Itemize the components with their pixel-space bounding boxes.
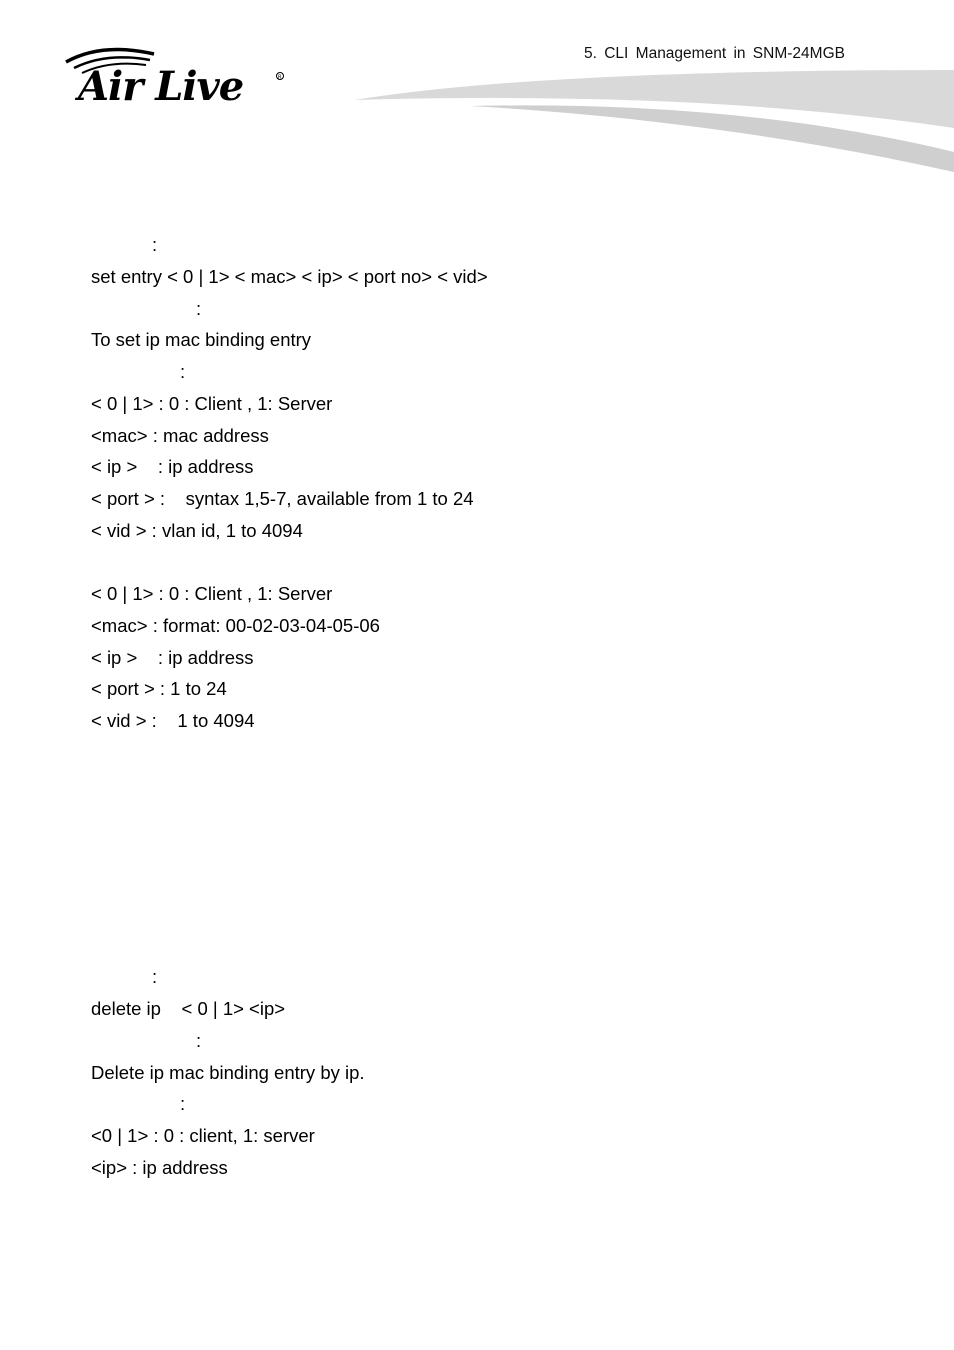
delete-ip-description: Delete ip mac binding entry by ip.: [91, 1062, 365, 1083]
possible-value-line: < 0 | 1> : 0 : Client , 1: Server: [91, 583, 333, 604]
argument-line: < port > : syntax 1,5-7, available from 1 to 24: [91, 488, 474, 509]
argument-line: < ip > : ip address: [91, 456, 254, 477]
svg-text:R: R: [278, 74, 282, 81]
possible-value-line: < vid > : 1 to 4094: [91, 710, 255, 731]
description-label-colon: :: [196, 1030, 202, 1051]
argument-line: < 0 | 1> : 0 : Client , 1: Server: [91, 393, 333, 414]
possible-value-line: < port > : 1 to 24: [91, 678, 227, 699]
argument-label-colon: :: [180, 361, 186, 382]
argument-line: <0 | 1> : 0 : client, 1: server: [91, 1125, 315, 1146]
argument-line: < vid > : vlan id, 1 to 4094: [91, 520, 303, 541]
description-label-colon: :: [196, 298, 202, 319]
svg-text:Air Live: Air Live: [78, 63, 244, 110]
possible-value-line: <mac> : format: 00-02-03-04-05-06: [91, 615, 380, 636]
syntax-label-colon: :: [152, 234, 158, 255]
argument-line: <ip> : ip address: [91, 1157, 228, 1178]
chapter-title: 5. CLI Management in SNM-24MGB: [584, 45, 845, 62]
possible-value-line: < ip > : ip address: [91, 647, 254, 668]
delete-ip-syntax: delete ip < 0 | 1> <ip>: [91, 998, 286, 1019]
set-entry-syntax: set entry < 0 | 1> < mac> < ip> < port no> < vid>: [91, 266, 488, 287]
set-entry-description: To set ip mac binding entry: [91, 329, 312, 350]
header-swoosh-graphic: [340, 60, 954, 180]
airlive-logo: [62, 40, 292, 110]
syntax-label-colon: :: [152, 966, 158, 987]
argument-label-colon: :: [180, 1093, 186, 1114]
argument-line: <mac> : mac address: [91, 425, 269, 446]
